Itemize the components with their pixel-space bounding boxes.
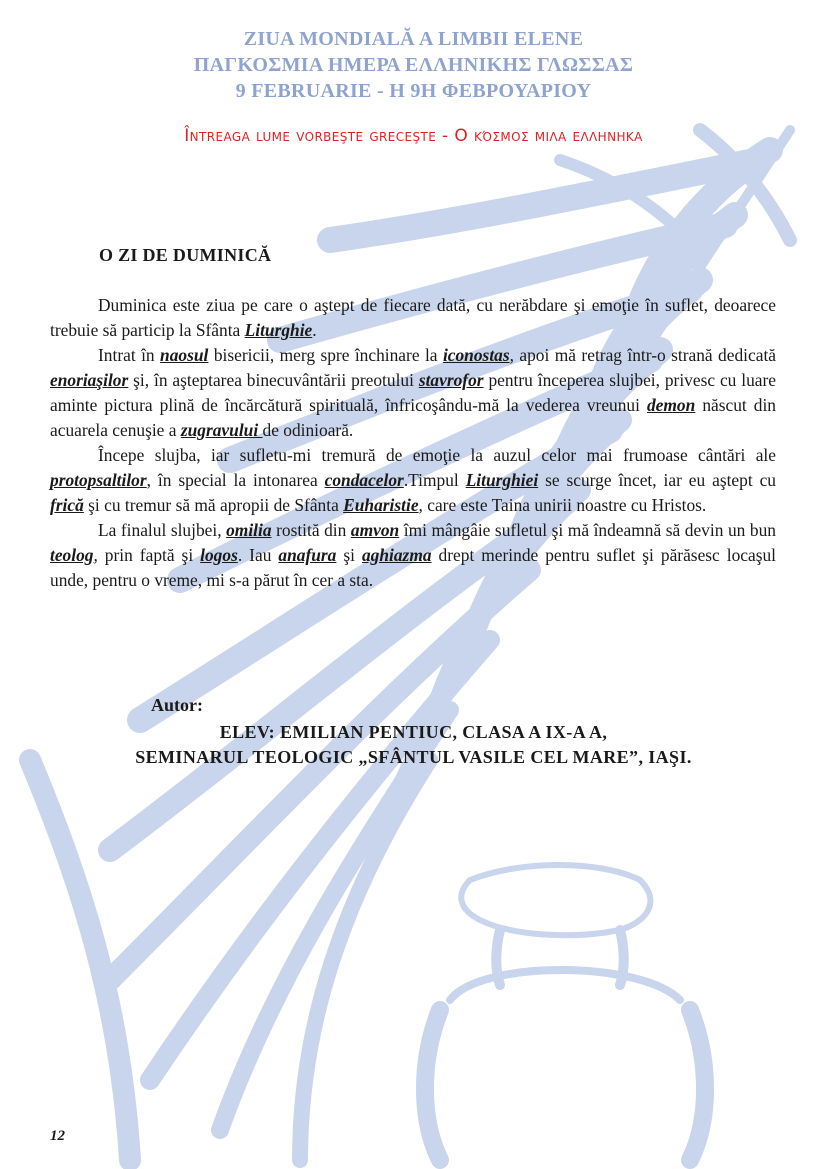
paragraph: Duminica este ziua pe care o aştept de fiecare dată, cu nerăbdare şi emoţie în suflet, deoarece trebuie să particip la Sfânta Liturghie. <box>50 295 776 340</box>
key-term: amvon <box>350 520 400 540</box>
key-term: anafura <box>278 545 337 565</box>
key-term: iconostas <box>442 345 510 365</box>
key-term: demon <box>646 395 696 415</box>
key-term: condacelor <box>324 470 404 490</box>
article-body <box>50 293 776 593</box>
key-term: zugravului <box>180 420 263 440</box>
header-title-greek: ΠΑΓΚΟΣΜΙΑ ΗΜΕΡΑ ΕΛΛΗΝΙΚΗΣ ΓΛΩΣΣΑΣ <box>193 54 634 76</box>
paragraph: La finalul slujbei, omilia rostită din amvon îmi mângâie sufletul şi mă îndeamnă să devin un bun teolog, prin faptă şi logos. Iau anafura şi aghiazma drept merinde pentru suflet şi părăsesc locaşul unde, pentru o vreme, mi s-a părut în cer a sta. <box>50 520 777 590</box>
author-school-line: SEMINARUL TEOLOGIC „SFÂNTUL VASILE CEL MARE”, IAŞI. <box>135 747 692 767</box>
key-term: omilia <box>226 520 272 540</box>
key-term: Euharistie <box>343 495 419 515</box>
paragraph: Începe slujba, iar sufletu-mi tremură de emoţie la auzul celor mai frumoase cântări ale protopsaltilor, în special la intonarea condacelor.Timpul Liturghiei se scurge încet, iar eu aştept cu frică şi cu tremur să mă apropii de Sfânta Euharistie, care este Taina unirii noastre cu Hristos. <box>50 445 776 515</box>
key-term: protopsaltilor <box>50 470 147 490</box>
author-label: Autor: <box>151 695 203 715</box>
author-name-line: ELEV: EMILIAN PENTIUC, CLASA A IX-A A, <box>219 722 608 742</box>
key-term: enoriaşilor <box>50 370 129 390</box>
header-date: 9 FEBRUARIE - Η 9Η ΦΕΒΡΟΥΑΡΙΟΥ <box>235 80 592 102</box>
article-title: O ZI DE DUMINICĂ <box>99 245 272 265</box>
key-term: stavrofor <box>418 370 484 390</box>
key-term: aghiazma <box>361 545 432 565</box>
page-number: 12 <box>50 1128 65 1144</box>
key-term: Liturghiei <box>465 470 539 490</box>
key-term: naosul <box>160 345 209 365</box>
header-subtitle: Întreaga lume vorbeşte greceşte - Ο κόσμος μιλα ελληνηκα <box>184 126 643 146</box>
key-term: frică <box>50 495 84 515</box>
page-header <box>0 26 827 104</box>
key-term: teolog <box>50 545 94 565</box>
header-title-romanian: ZIUA MONDIALĂ A LIMBII ELENE <box>243 28 584 50</box>
author-credit <box>0 720 827 770</box>
paragraph: Intrat în naosul bisericii, merg spre închinare la iconostas, apoi mă retrag într-o strană dedicată enoriaşilor şi, în aşteptarea binecuvântării preotului stavrofor pentru începerea slujbei, privesc cu luare aminte pictura plină de încărcătură spirituală, înfricoşându-mă la vederea vreunui demon născut din acuarela cenuşie a zugravului de odinioară. <box>50 345 777 440</box>
key-term: Liturghie <box>244 320 313 340</box>
key-term: logos <box>200 545 238 565</box>
